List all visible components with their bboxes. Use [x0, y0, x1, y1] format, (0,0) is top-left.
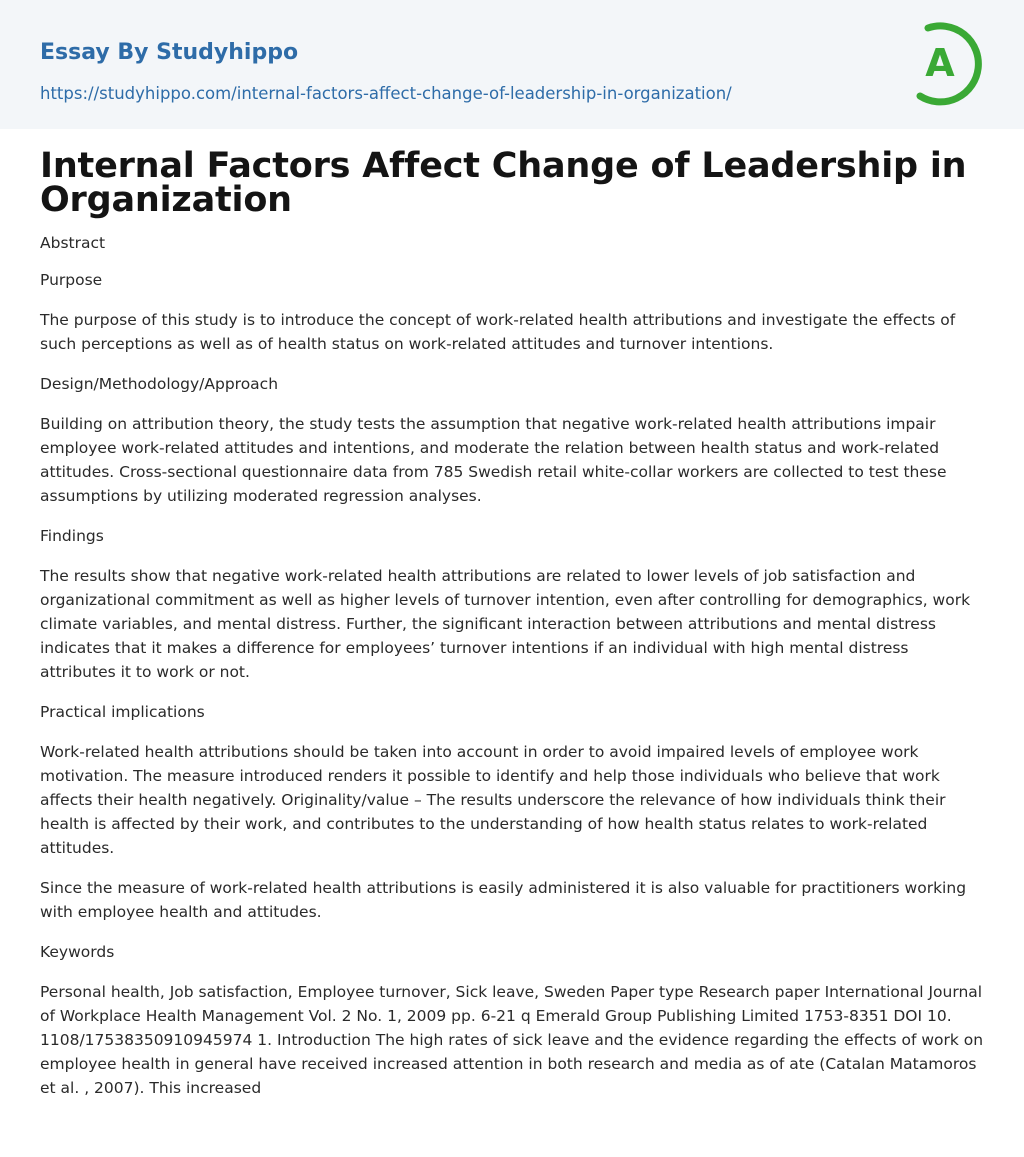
- logo-letter: A: [925, 41, 955, 85]
- findings-paragraph: The results show that negative work-related health attributions are related to lower levels of job satisfaction and organizational commitment as well as higher levels of turnover intention, even after controlling for demographics, work climate variables, and mental distress. Further, the significant interaction between attributions and mental distress indicates that it makes a difference for employees’ turnover intentions if an individual with high mental distress attributes it to work or not.: [40, 567, 971, 681]
- implications-paragraph: Work-related health attributions should be taken into account in order to avoid impaired levels of employee work motivation. The measure introduced renders it possible to identify and help those individuals who believe that work affects their health negatively. Originality/value – The results underscore the relevance of how individuals think their health is affected by their work, and contributes to the understanding of how health status relates to work-related attitudes.: [40, 743, 946, 857]
- purpose-heading: Purpose: [40, 271, 103, 289]
- studyhippo-logo-icon[interactable]: [912, 18, 988, 106]
- findings-heading: Findings: [40, 527, 104, 545]
- abstract-label: Abstract: [40, 234, 106, 252]
- site-header: [0, 0, 1024, 129]
- measure-paragraph: Since the measure of work-related health attributions is easily administered it is also valuable for practitioners working with employee health and attitudes.: [40, 879, 967, 921]
- article-title: Internal Factors Affect Change of Leadership in Organization: [40, 146, 967, 220]
- site-brand[interactable]: Essay By Studyhippo: [40, 40, 299, 65]
- keywords-heading: Keywords: [40, 943, 115, 961]
- purpose-paragraph: The purpose of this study is to introduce the concept of work-related health attributions and investigate the effects of such perceptions as well as of health status on work-related attitudes and turnover intentions.: [40, 311, 956, 353]
- design-paragraph: Building on attribution theory, the study tests the assumption that negative work-related health attributions impair employee work-related attitudes and intentions, and moderate the relation between health status and work-related attitudes. Cross-sectional questionnaire data from 785 Swedish retail white-collar workers are collected to test these assumptions by utilizing moderated regression analyses.: [40, 415, 947, 505]
- design-heading: Design/Methodology/Approach: [40, 375, 279, 393]
- article-body: [0, 129, 1024, 1100]
- implications-heading: Practical implications: [40, 703, 205, 721]
- page-url-link[interactable]: https://studyhippo.com/internal-factors-affect-change-of-leadership-in-organization/: [40, 84, 732, 103]
- keywords-paragraph: Personal health, Job satisfaction, Employee turnover, Sick leave, Sweden Paper type Research paper International Journal of Workplace Health Management Vol. 2 No. 1, 2009 pp. 6-21 q Emerald Group Publishing Limited 1753-8351 DOI 10. 1108/17538350910945974 1. Introduction The high rates of sick leave and the evidence regarding the effects of work on employee health in general have received increased attention in both research and media as of ate (Catalan Matamoros et al. , 2007). This increased: [40, 983, 984, 1097]
